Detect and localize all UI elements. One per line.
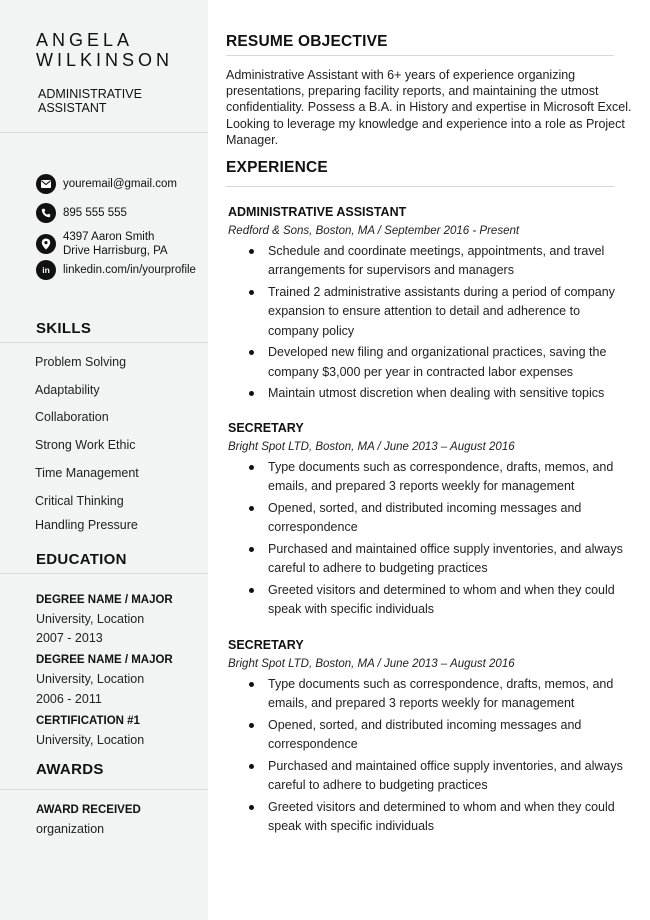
job-bullet: Developed new filing and organizational practices, saving the company $3,000 per year in contracted labor expenses [268,343,628,382]
location-pin-icon [36,234,56,254]
contact-linkedin[interactable] [36,260,196,280]
objective-heading: RESUME OBJECTIVE [226,33,388,50]
divider [226,55,614,56]
address-line2: Drive Harrisburg, PA [63,245,168,257]
award-title: AWARD RECEIVED [36,804,141,816]
job-title: ADMINISTRATIVE ASSISTANT [38,87,142,115]
sidebar [0,0,208,920]
certification-place: University, Location [36,733,145,747]
divider [0,132,208,133]
job-bullets [228,458,638,620]
degree-years: 2007 - 2013 [36,631,103,645]
divider [0,789,208,790]
degree-title: DEGREE NAME / MAJOR [36,654,173,666]
award-org: organization [36,822,105,836]
address-line1: 4397 Aaron Smith [63,231,155,243]
divider [0,573,208,574]
job-bullets [228,675,638,837]
job-entry-title: SECRETARY [228,638,304,652]
skill-item: Collaboration [35,410,109,424]
job-bullet: Maintain utmost discretion when dealing with sensitive topics [268,384,628,403]
phone-text: 895 555 555 [63,207,127,219]
job-bullet: Greeted visitors and determined to whom and when they could speak with specific individuals [268,581,628,620]
job-bullet: Purchased and maintained office supply inventories, and always careful to adhere to budgeting practices [268,540,628,579]
job-entry-title: ADMINISTRATIVE ASSISTANT [228,205,407,219]
divider [226,186,614,187]
first-name: ANGELA [36,30,134,50]
job-bullet: Opened, sorted, and distributed incoming messages and correspondence [268,716,628,755]
contact-email[interactable] [36,174,177,194]
degree-place: University, Location [36,612,145,626]
email-text: youremail@gmail.com [63,178,177,190]
job-bullet: Purchased and maintained office supply inventories, and always careful to adhere to budgeting practices [268,757,628,796]
job-bullet: Greeted visitors and determined to whom and when they could speak with specific individuals [268,798,628,837]
job-bullet: Type documents such as correspondence, drafts, memos, and emails, and prepared 3 reports weekly for management [268,458,628,497]
envelope-icon [36,174,56,194]
job-entry-meta: Bright Spot LTD, Boston, MA / June 2013 – August 2016 [228,658,515,670]
candidate-name [36,30,173,70]
skills-heading: SKILLS [36,320,92,337]
job-bullet: Type documents such as correspondence, drafts, memos, and emails, and prepared 3 reports weekly for management [268,675,628,714]
contact-phone[interactable] [36,203,127,223]
job-bullet: Trained 2 administrative assistants during a period of company expansion to ensure attention to detail and adherence to company policy [268,283,628,341]
phone-icon [36,203,56,223]
divider [0,342,208,343]
awards-heading: AWARDS [36,761,104,778]
objective-text: Administrative Assistant with 6+ years of experience organizing presentations, preparing facility reports, and maintaining the utmost confidentiality. Possess a B.A. in History and expertise in Microsoft Excel. Looking to leverage my knowledge and experience into a role as Project Manager. [226,68,632,147]
degree-title: DEGREE NAME / MAJOR [36,594,173,606]
job-entry-meta: Bright Spot LTD, Boston, MA / June 2013 – August 2016 [228,441,515,453]
linkedin-text: linkedin.com/in/yourprofile [63,264,196,276]
linkedin-icon-glyph: in [42,265,50,275]
skill-item: Adaptability [35,383,100,397]
degree-place: University, Location [36,672,145,686]
degree-years: 2006 - 2011 [36,692,102,706]
address-text [63,230,168,258]
skill-item: Time Management [35,466,139,480]
education-heading: EDUCATION [36,551,127,568]
skill-item: Problem Solving [35,355,127,369]
skill-item: Critical Thinking [35,494,124,508]
job-bullet: Schedule and coordinate meetings, appointments, and travel arrangements for supervisors and managers [268,242,628,281]
linkedin-icon [36,260,56,280]
experience-heading: EXPERIENCE [226,159,328,176]
job-bullets [228,242,638,404]
job-entry-meta: Redford & Sons, Boston, MA / September 2016 - Present [228,225,520,237]
experience-entry [228,418,638,622]
job-entry-title: SECRETARY [228,421,304,435]
skill-item: Handling Pressure [35,518,138,532]
last-name: WILKINSON [36,50,174,70]
job-bullet: Opened, sorted, and distributed incoming messages and correspondence [268,499,628,538]
skill-item: Strong Work Ethic [35,438,136,452]
experience-entry [228,202,638,406]
certification-title: CERTIFICATION #1 [36,715,140,727]
contact-address [36,230,168,258]
experience-entry [228,635,638,839]
